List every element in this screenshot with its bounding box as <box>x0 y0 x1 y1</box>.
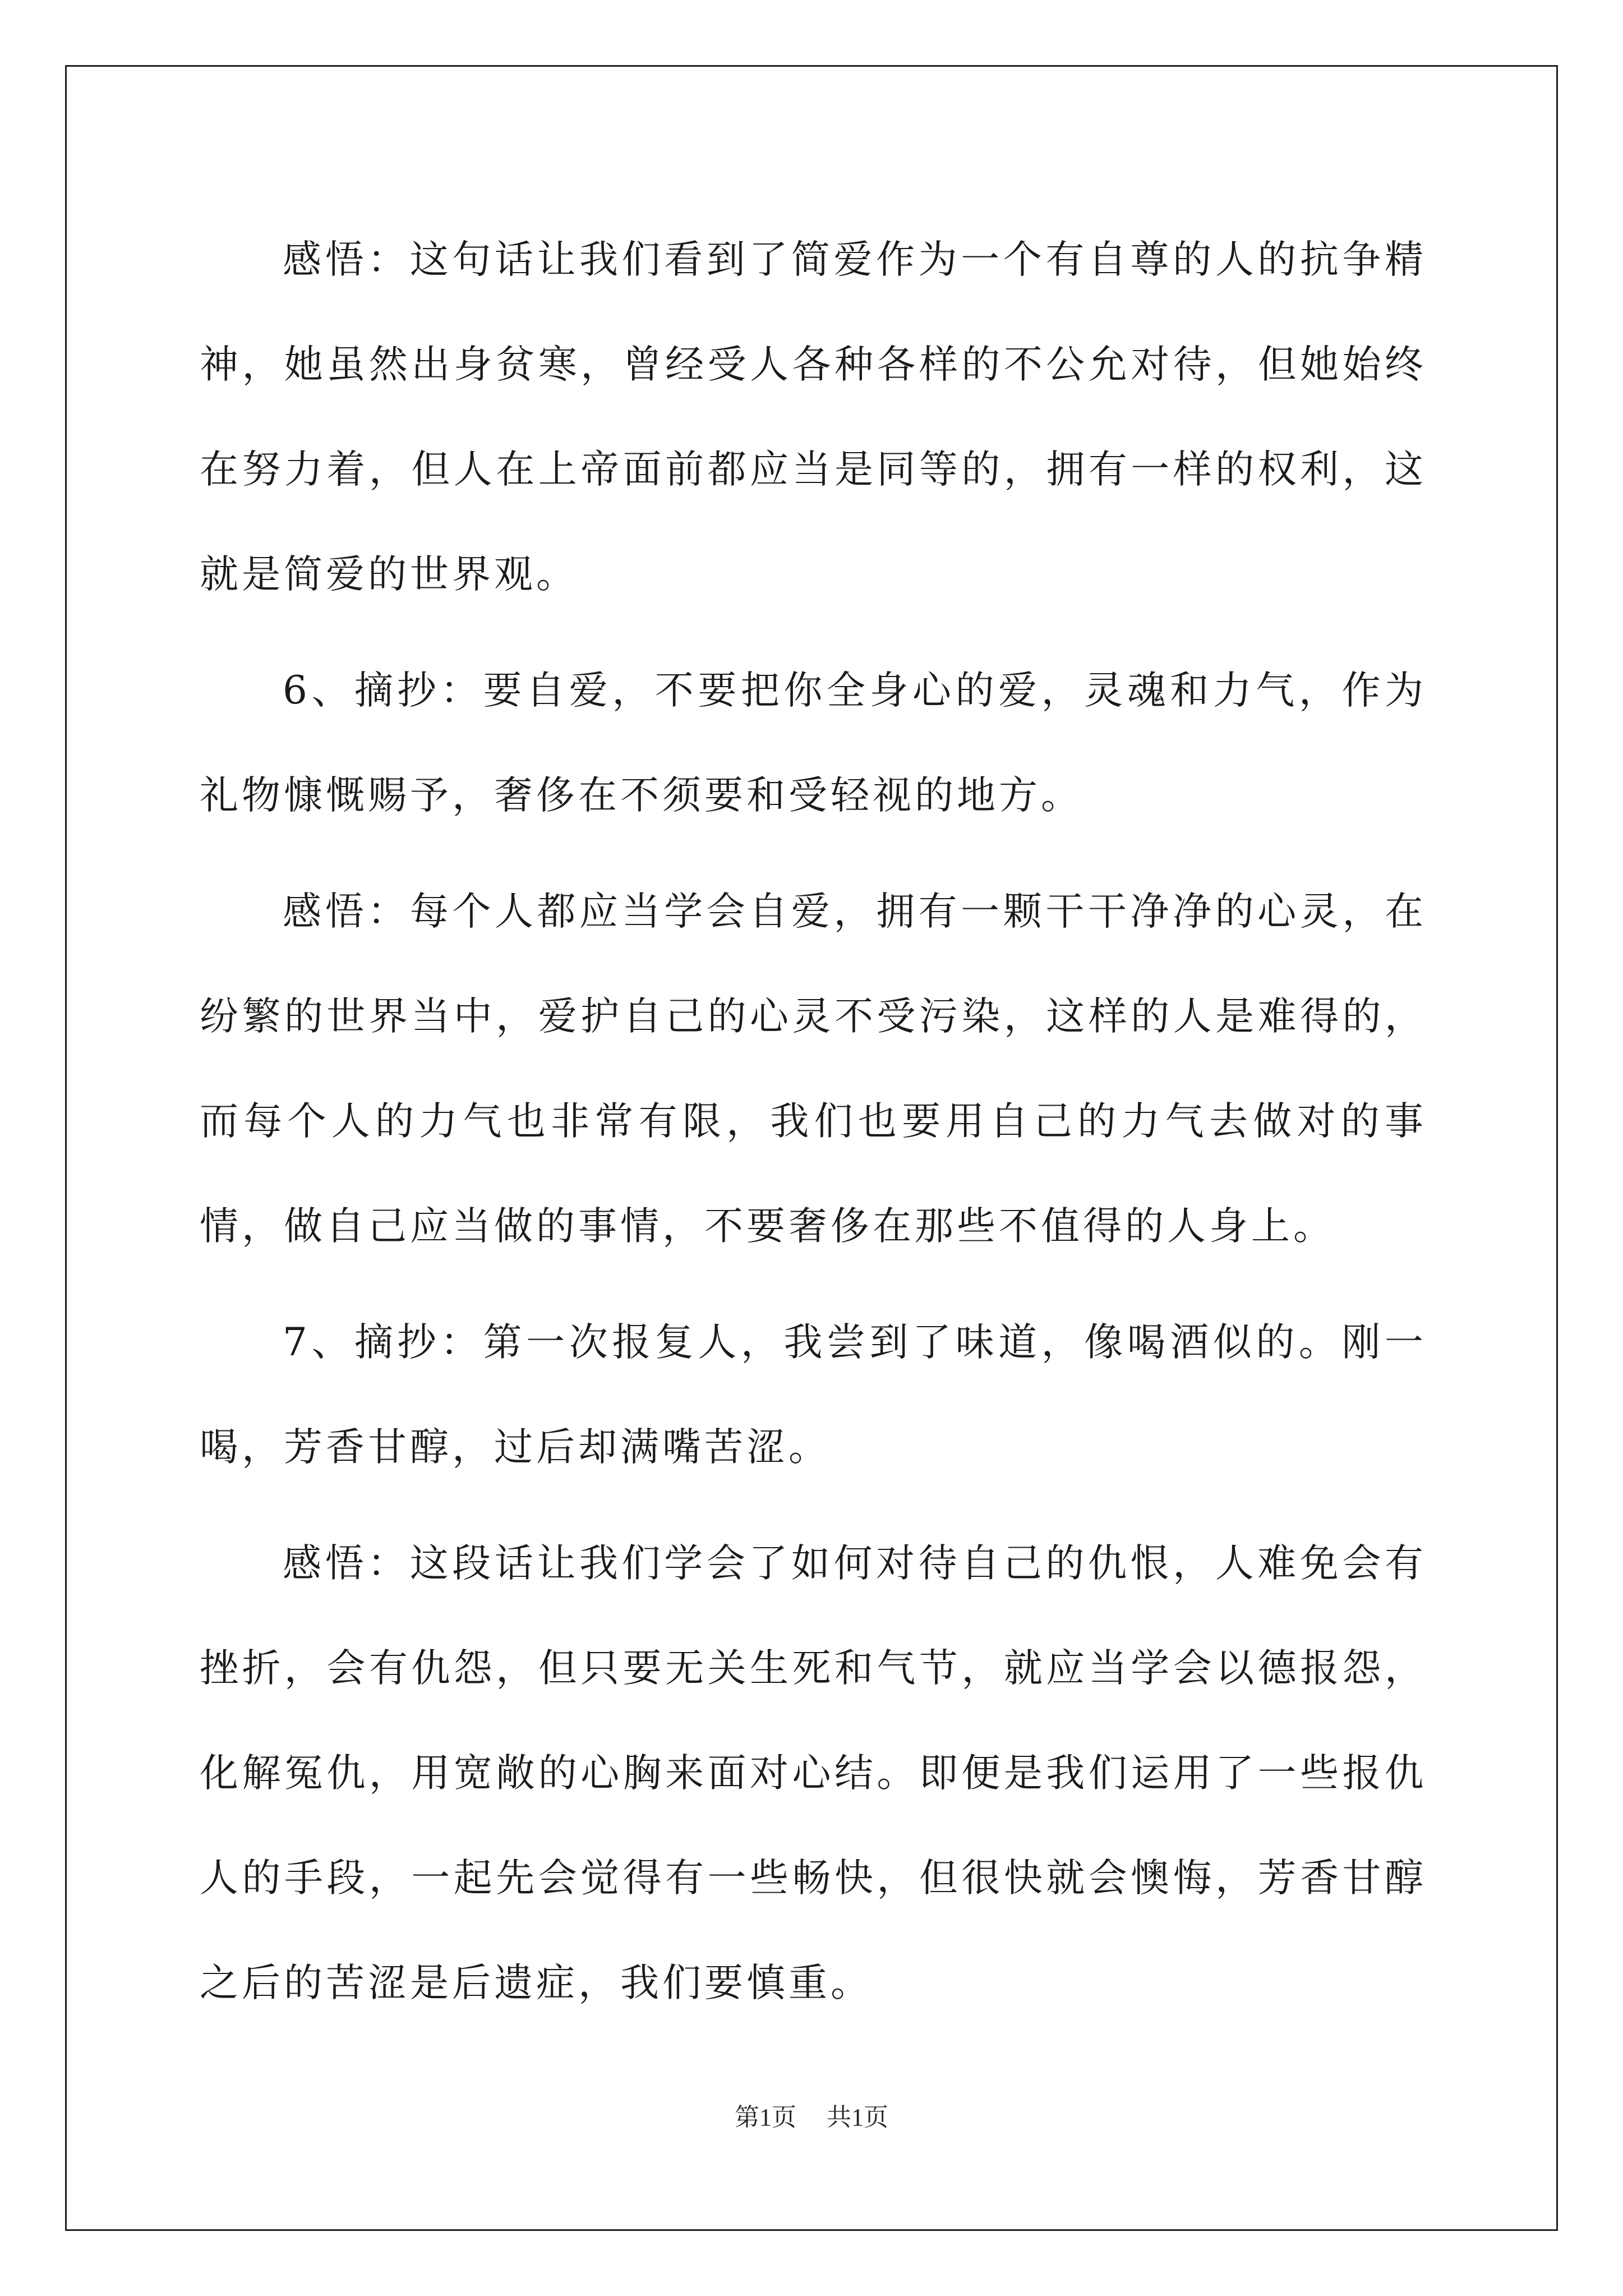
page-footer <box>0 2101 1623 2134</box>
document-body <box>200 208 1427 2047</box>
paragraph-reflection-3: 感悟：这段话让我们学会了如何对待自己的仇恨，人难免会有挫折，会有仇怨，但只要无关生死和气节，就应当学会以德报怨，化解冤仇，用宽敞的心胸来面对心结。即便是我们运用了一些报仇人的手段，一起先会觉得有一些畅快，但很快就会懊悔，芳香甘醇之后的苦涩是后遗症，我们要慎重。 <box>200 1541 1427 2005</box>
page-total: 共1页 <box>827 2104 888 2131</box>
paragraph-excerpt-6: 6、摘抄：要自爱，不要把你全身心的爱，灵魂和力气，作为礼物慷慨赐予，奢侈在不须要和受轻视的地方。 <box>200 668 1427 818</box>
page-number: 第1页 <box>735 2104 796 2131</box>
paragraph-excerpt-7: 7、摘抄：第一次报复人，我尝到了味道，像喝酒似的。刚一喝，芳香甘醇，过后却满嘴苦涩。 <box>200 1320 1427 1470</box>
paragraph-reflection-1: 感悟：这句话让我们看到了简爱作为一个有自尊的人的抗争精神，她虽然出身贫寒，曾经受人各种各样的不公允对待，但她始终在努力着，但人在上帝面前都应当是同等的，拥有一样的权利，这就是简爱的世界观。 <box>200 237 1427 597</box>
paragraph-reflection-2: 感悟：每个人都应当学会自爱，拥有一颗干干净净的心灵，在纷繁的世界当中，爱护自己的心灵不受污染，这样的人是难得的，而每个人的力气也非常有限，我们也要用自己的力气去做对的事情，做自己应当做的事情，不要奢侈在那些不值得的人身上。 <box>200 889 1427 1249</box>
